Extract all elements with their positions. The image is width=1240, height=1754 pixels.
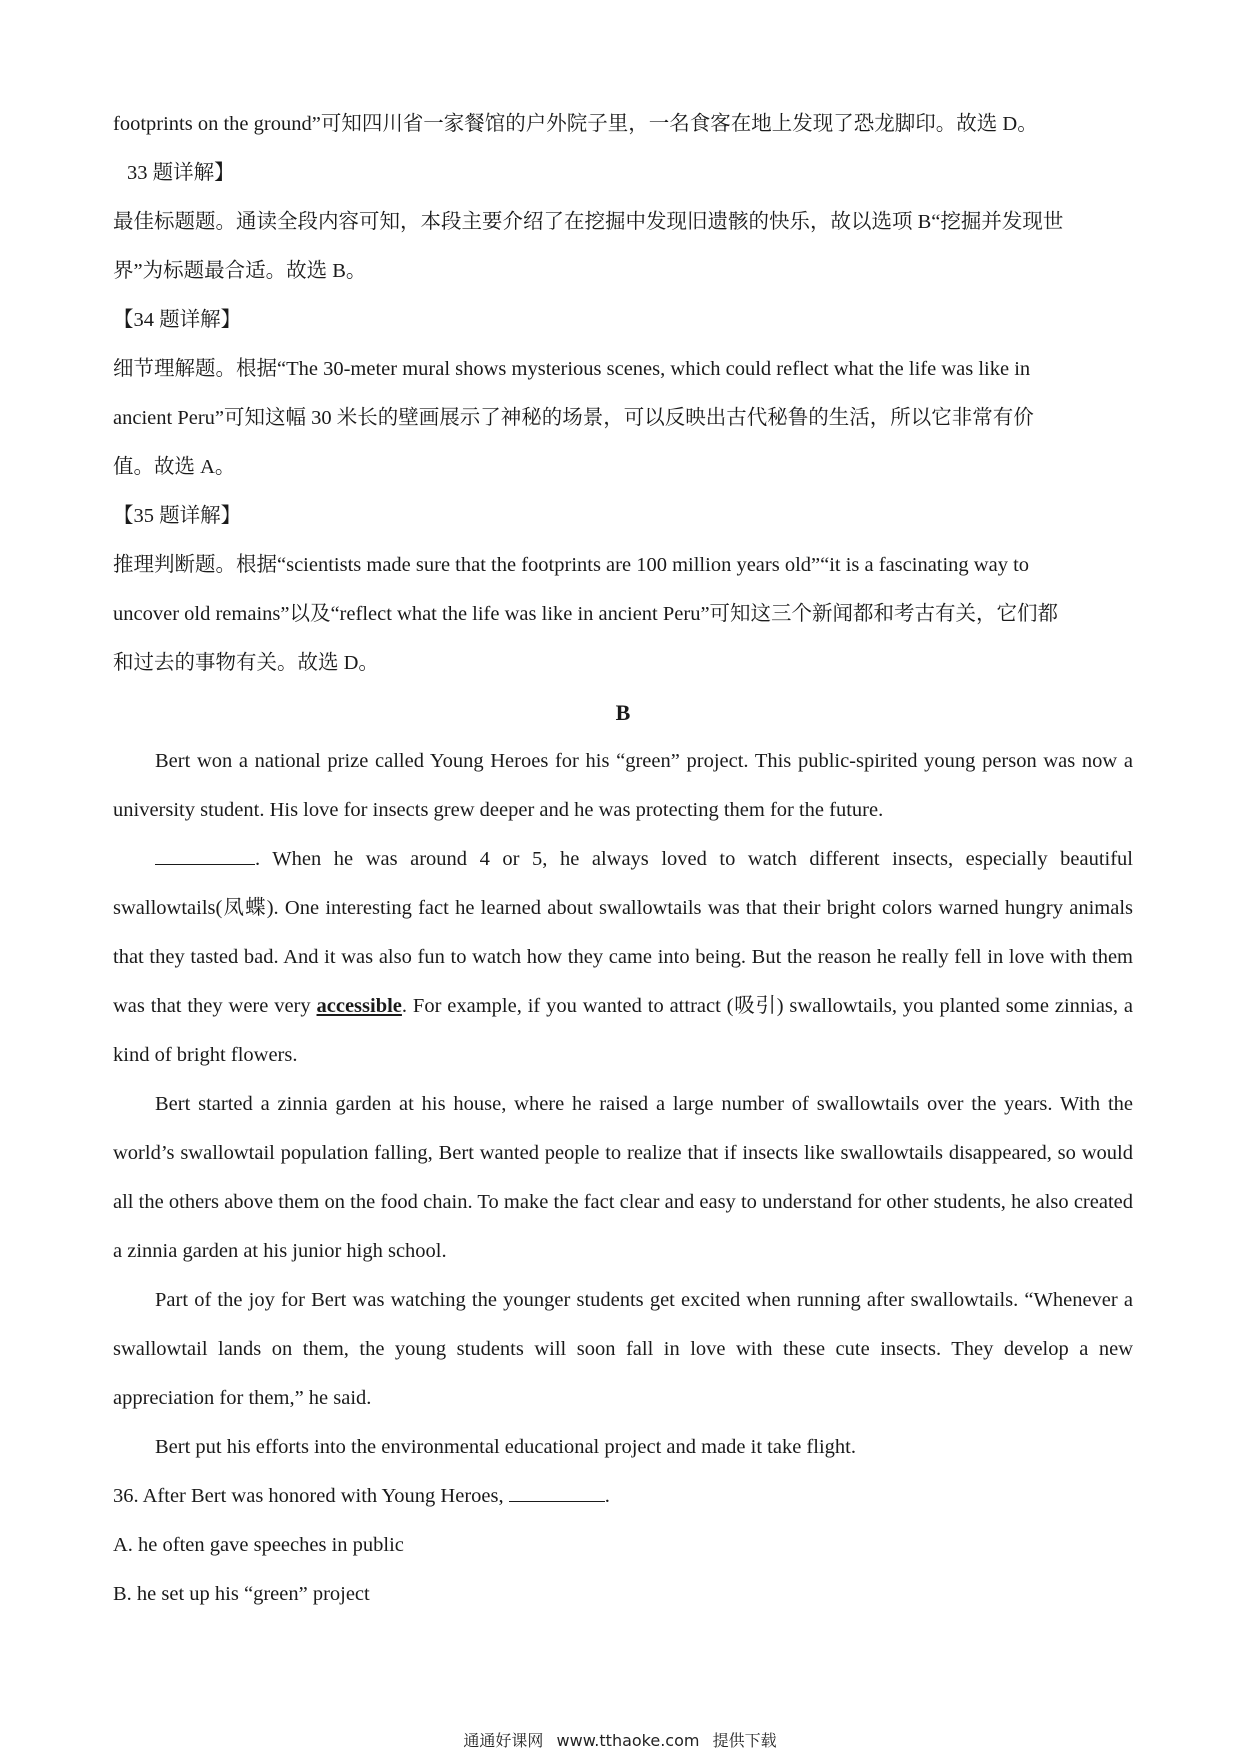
q32-explanation-tail: footprints on the ground”可知四川省一家餐馆的户外院子里，一名食客在地上发现了恐龙脚印。故选 D。 bbox=[113, 113, 1038, 135]
answer-blank[interactable] bbox=[155, 844, 255, 865]
q35-explanation-line-3: 和过去的事物有关。故选 D。 bbox=[113, 652, 379, 674]
passage-paragraph-4: Part of the joy for Bert was watching the younger students get excited when running after swallowtails. “Whenever a swallowtail lands on them, the young students will soon fall in love with these cute insects. They develop a new appreciation for them,” he said. bbox=[113, 1289, 1133, 1409]
keyword-accessible: accessible bbox=[316, 995, 402, 1017]
paragraph-2-text: . When he was around 4 or 5, he always loved to watch different insects, especially beautiful swallowtails(凤蝶). One interesting fact he learned about swallowtails was that their bright colors warned hungry animals that they tasted bad. And it was also fun to watch how they came into being. But the reason he really fell in love with them was that they were very bbox=[113, 848, 1133, 1017]
document-page bbox=[113, 100, 1133, 1619]
q33-explanation-line-1: 最佳标题题。通读全段内容可知，本段主要介绍了在挖掘中发现旧遗骸的快乐，故以选项 B“挖掘并发现世 bbox=[113, 211, 1064, 233]
q34-explanation-line-3: 值。故选 A。 bbox=[113, 456, 236, 478]
q35-explanation-line-1: 推理判断题。根据“scientists made sure that the footprints are 100 million years old”“it is a fascinating way to bbox=[113, 554, 1030, 576]
question-36-period: . bbox=[604, 1485, 610, 1507]
question-36-stem bbox=[113, 1472, 1133, 1521]
passage-paragraph-1: Bert won a national prize called Young Heroes for his “green” project. This public-spirited young person was now a university student. His love for insects grew deeper and he was protecting them for the future. bbox=[113, 750, 1133, 821]
question-36-text: 36. After Bert was honored with Young Heroes, bbox=[113, 1485, 509, 1507]
q33-explanation-line-2: 界”为标题最合适。故选 B。 bbox=[113, 260, 367, 282]
q34-explanation-line-2: ancient Peru”可知这幅 30 米长的壁画展示了神秘的场景，可以反映出古代秘鲁的生活，所以它非常有价 bbox=[113, 407, 1034, 429]
footer-suffix: 提供下载 bbox=[712, 1731, 777, 1750]
q35-explanation-line-2: uncover old remains”以及“reflect what the life was like in ancient Peru”可知这三个新闻都和考古有关，它们都 bbox=[113, 603, 1059, 625]
footer-url[interactable]: www.tthaoke.com bbox=[556, 1731, 700, 1750]
q35-heading: 【35 题详解】 bbox=[113, 505, 242, 527]
q34-explanation-line-1: 细节理解题。根据“The 30-meter mural shows mysterious scenes, which could reflect what the life was like in bbox=[113, 358, 1031, 380]
q34-heading: 【34 题详解】 bbox=[113, 309, 242, 331]
option-a[interactable]: A. he often gave speeches in public bbox=[113, 1534, 404, 1556]
passage-paragraph-5: Bert put his efforts into the environmental educational project and made it take flight. bbox=[155, 1436, 856, 1458]
passage-paragraph-2 bbox=[113, 835, 1133, 1080]
q33-heading: 33 题详解】 bbox=[127, 162, 235, 184]
page-footer bbox=[0, 1728, 1240, 1751]
question-36-blank[interactable] bbox=[509, 1481, 605, 1502]
passage-title: B bbox=[615, 700, 631, 725]
passage-paragraph-3: Bert started a zinnia garden at his house, where he raised a large number of swallowtails over the years. With the world’s swallowtail population falling, Bert wanted people to realize that if insects like swallowtails disappeared, so would all the others above them on the food chain. To make the fact clear and easy to understand for other students, he also created a zinnia garden at his junior high school. bbox=[113, 1093, 1133, 1262]
paragraph-2-end: . For example, if you wanted to attract (吸引) swallowtails, you planted some zinnias, a kind of bright flowers. bbox=[113, 995, 1133, 1066]
option-b[interactable]: B. he set up his “green” project bbox=[113, 1583, 370, 1605]
footer-site-name: 通通好课网 bbox=[463, 1731, 544, 1750]
